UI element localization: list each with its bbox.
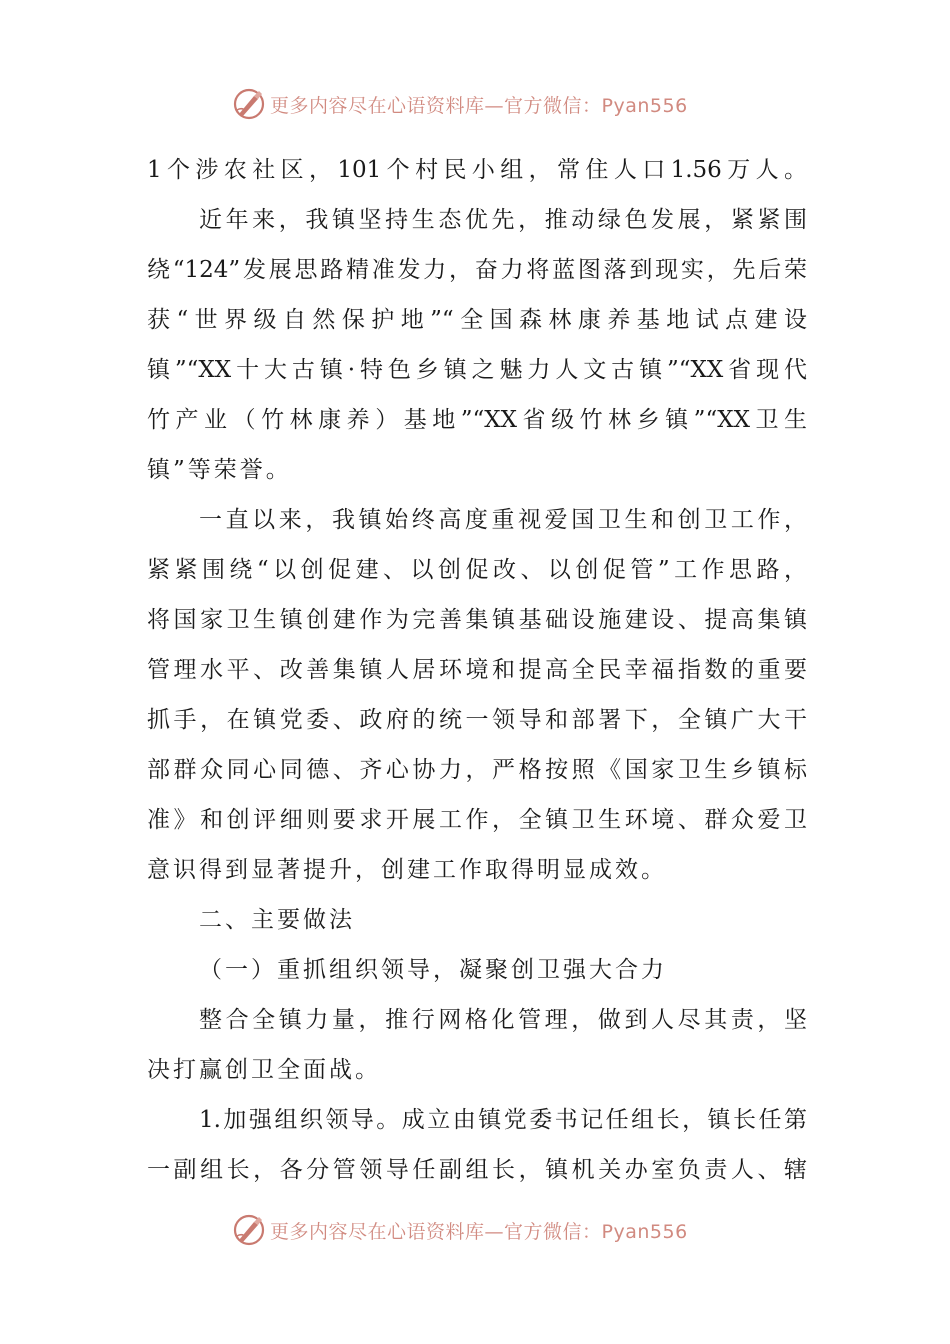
watermark-text: 更多内容尽在心语资料库—官方微信：Pyan556 (270, 1220, 688, 1243)
text-line: 意识得到显著提升，创建工作取得明显成效。 (147, 857, 667, 883)
text-line: 准》和创评细则要求开展工作，全镇卫生环境、群众爱卫 (147, 807, 807, 833)
watermark-text: 更多内容尽在心语资料库—官方微信：Pyan556 (270, 94, 688, 117)
text-line: 一直以来，我镇始终高度重视爱国卫生和创卫工作， (199, 507, 807, 533)
text-line: 将国家卫生镇创建作为完善集镇基础设施建设、提高集镇 (147, 607, 807, 633)
subsection-heading: （一）重抓组织领导，凝聚创卫强大合力 (199, 957, 667, 983)
text-line: 镇”等荣誉。 (147, 457, 292, 483)
text-line: 竹产业（竹林康养）基地”“XX省级竹林乡镇”“XX卫生 (147, 407, 807, 433)
text-line: 1.加强组织领导。成立由镇党委书记任组长，镇长任第 (199, 1107, 807, 1133)
text-line: 获“世界级自然保护地”“全国森林康养基地试点建设 (147, 307, 807, 333)
text-line: 绕“124”发展思路精准发力，奋力将蓝图落到现实，先后荣 (147, 257, 807, 283)
text-line: 近年来，我镇坚持生态优先，推动绿色发展，紧紧围 (199, 207, 807, 233)
text-line: 一副组长，各分管领导任副组长，镇机关办室负责人、辖 (147, 1157, 807, 1183)
pen-logo-icon (232, 1213, 266, 1247)
section-heading: 二、主要做法 (199, 907, 355, 933)
watermark-header (232, 84, 688, 124)
text-line: 镇”“XX十大古镇·特色乡镇之魅力人文古镇”“XX省现代 (147, 357, 807, 383)
text-line: 决打赢创卫全面战。 (147, 1057, 381, 1083)
text-line: 紧紧围绕“以创促建、以创促改、以创促管”工作思路， (147, 557, 807, 583)
watermark-footer (232, 1210, 688, 1250)
text-line: 管理水平、改善集镇人居环境和提高全民幸福指数的重要 (147, 657, 807, 683)
text-line: 部群众同心同德、齐心协力，严格按照《国家卫生乡镇标 (147, 757, 807, 783)
text-line: 抓手，在镇党委、政府的统一领导和部署下，全镇广大干 (147, 707, 807, 733)
text-line: 整合全镇力量，推行网格化管理，做到人尽其责，坚 (199, 1007, 807, 1033)
text-line: 1个涉农社区，101个村民小组，常住人口1.56万人。 (147, 157, 807, 183)
document-body (147, 145, 807, 1195)
pen-logo-icon (232, 87, 266, 121)
